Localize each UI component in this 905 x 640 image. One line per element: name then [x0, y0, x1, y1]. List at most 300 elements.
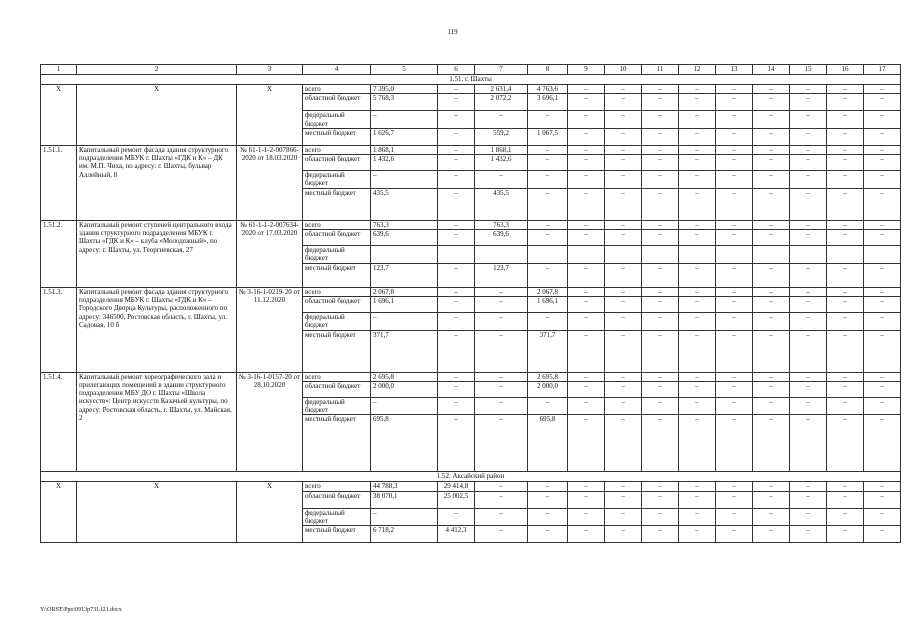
column-header-1: 1 [41, 65, 77, 75]
funding-source: местный бюджет [303, 188, 371, 220]
value-col-10: – [605, 220, 642, 229]
value-col-14: – [753, 312, 790, 330]
value-col-7: 2 072,2 [475, 94, 528, 111]
value-col-12: – [679, 381, 716, 397]
value-col-7: 123,7 [475, 263, 528, 287]
value-col-6: – [438, 263, 475, 287]
value-col-7: 1 868,1 [475, 145, 528, 154]
value-col-17: – [864, 171, 901, 189]
value-col-13: – [716, 128, 753, 145]
value-col-14: – [753, 330, 790, 372]
value-col-6: – [438, 85, 475, 94]
value-col-17: – [864, 263, 901, 287]
value-col-11: – [642, 145, 679, 154]
value-col-10: – [605, 171, 642, 189]
value-col-10: – [605, 111, 642, 129]
value-col-17: – [864, 330, 901, 372]
column-header-16: 16 [827, 65, 864, 75]
value-col-11: – [642, 94, 679, 111]
value-col-5: – [371, 397, 438, 415]
value-col-7: 435,5 [475, 188, 528, 220]
table-body [41, 65, 901, 543]
value-col-12: – [679, 111, 716, 129]
value-col-6: – [438, 330, 475, 372]
value-col-8: – [528, 312, 568, 330]
funding-source: областной бюджет [303, 230, 371, 246]
value-col-17: – [864, 111, 901, 129]
value-col-9: – [568, 263, 605, 287]
value-col-14: – [753, 230, 790, 246]
value-col-16 [827, 246, 864, 264]
value-col-13: – [716, 397, 753, 415]
value-col-9: – [568, 482, 605, 491]
table-row [41, 220, 901, 229]
value-col-8: – [528, 188, 568, 220]
value-col-8: 371,7 [528, 330, 568, 372]
value-col-12: – [679, 372, 716, 381]
value-col-6: – [438, 381, 475, 397]
value-col-9: – [568, 155, 605, 171]
value-col-12: – [679, 491, 716, 508]
value-col-16: – [827, 128, 864, 145]
value-col-8: – [528, 491, 568, 508]
value-col-15: – [790, 508, 827, 526]
value-col-6: – [438, 296, 475, 312]
value-col-8: 4 763,6 [528, 85, 568, 94]
funding-source: всего [303, 482, 371, 491]
value-col-15: – [790, 145, 827, 154]
value-col-5: 1 696,1 [371, 296, 438, 312]
value-col-15: – [790, 312, 827, 330]
value-col-14: – [753, 526, 790, 543]
value-col-10: – [605, 397, 642, 415]
footer-path: Y:\ORST\Ppo\0913p731.f21.docx [40, 607, 122, 613]
value-col-16: – [827, 482, 864, 491]
value-col-14: – [753, 372, 790, 381]
value-col-8: – [528, 482, 568, 491]
value-col-16: – [827, 230, 864, 246]
value-col-15: – [790, 111, 827, 129]
value-col-12: – [679, 230, 716, 246]
value-col-9: – [568, 372, 605, 381]
value-col-16: – [827, 526, 864, 543]
value-col-13: – [716, 372, 753, 381]
value-col-6: 29 414,8 [438, 482, 475, 491]
value-col-15: – [790, 287, 827, 296]
column-header-7: 7 [475, 65, 528, 75]
value-col-14: – [753, 381, 790, 397]
section-title: 1.52. Аксайский район [41, 472, 901, 482]
column-header-11: 11 [642, 65, 679, 75]
value-col-6: – [438, 220, 475, 229]
value-col-10: – [605, 312, 642, 330]
column-header-13: 13 [716, 65, 753, 75]
value-col-17 [864, 246, 901, 264]
value-col-11: – [642, 230, 679, 246]
value-col-16: – [827, 415, 864, 472]
value-col-6: – [438, 145, 475, 154]
column-header-12: 12 [679, 65, 716, 75]
funding-source: федеральный бюджет [303, 246, 371, 264]
value-col-11: – [642, 171, 679, 189]
value-col-16: – [827, 397, 864, 415]
value-col-7: – [475, 296, 528, 312]
value-col-5: 2 695,8 [371, 372, 438, 381]
value-col-11: – [642, 263, 679, 287]
value-col-9: – [568, 287, 605, 296]
value-col-8: 1 067,5 [528, 128, 568, 145]
value-col-12: – [679, 128, 716, 145]
value-col-7: – [475, 372, 528, 381]
value-col-13: – [716, 171, 753, 189]
value-col-14: – [753, 296, 790, 312]
value-col-9: – [568, 526, 605, 543]
value-col-17: – [864, 526, 901, 543]
value-col-9: – [568, 508, 605, 526]
value-col-10: – [605, 230, 642, 246]
value-col-10: – [605, 263, 642, 287]
value-col-16: – [827, 85, 864, 94]
value-col-11: – [642, 482, 679, 491]
value-col-6: – [438, 508, 475, 526]
column-header-6: 6 [438, 65, 475, 75]
funding-source: федеральный бюджет [303, 111, 371, 129]
value-col-16: – [827, 491, 864, 508]
value-col-9: – [568, 94, 605, 111]
value-col-17: – [864, 491, 901, 508]
column-header-14: 14 [753, 65, 790, 75]
value-col-9: – [568, 415, 605, 472]
object-name: Х [77, 482, 237, 543]
value-col-7: – [475, 526, 528, 543]
value-col-8: 695,8 [528, 415, 568, 472]
value-col-5 [371, 246, 438, 264]
document-number: Х [237, 85, 303, 146]
value-col-16: – [827, 188, 864, 220]
object-name: Капитальный ремонт ступеней центрального входа здания структурного подразделения МБУК г. Шахты «ГДК и К» – клуба «Молодежный», по адресу: г. Шахты, ул. Георгиевская, 27 [77, 220, 237, 287]
value-col-8: – [528, 397, 568, 415]
value-col-11: – [642, 287, 679, 296]
column-header-17: 17 [864, 65, 901, 75]
value-col-16: – [827, 94, 864, 111]
funding-source: всего [303, 145, 371, 154]
value-col-5: 639,6 [371, 230, 438, 246]
value-col-5: 44 788,3 [371, 482, 438, 491]
value-col-11: – [642, 381, 679, 397]
value-col-11: – [642, 220, 679, 229]
value-col-12: – [679, 415, 716, 472]
value-col-13: – [716, 155, 753, 171]
funding-source: областной бюджет [303, 155, 371, 171]
value-col-13: – [716, 482, 753, 491]
value-col-14: – [753, 111, 790, 129]
value-col-9: – [568, 397, 605, 415]
row-number: Х [41, 85, 77, 146]
document-number: № 3-16-1-0219-20 от 11.12.2020 [237, 287, 303, 372]
value-col-7: – [475, 491, 528, 508]
value-col-12: – [679, 188, 716, 220]
object-name: Капитальный ремонт фасада здания структурного подразделения МБУК г. Шахты «ГДК и К» – Городского Дворца Культуры, расположенного по адресу: 346500, Ростовская область, г. Шахты, ул. Садовая, 10 б [77, 287, 237, 372]
value-col-8: 3 696,1 [528, 94, 568, 111]
value-col-15: – [790, 128, 827, 145]
value-col-6 [438, 246, 475, 264]
object-name: Капитальный ремонт хореографического зала и прилегающих помещений в здании структурного подразделения МБУ ДО г. Шахты «Школа искусств»: Центр искусств Казачьей культуры, по адресу: Ростовская область, г. Шахты, ул. Майская, 2 [77, 372, 237, 472]
value-col-15: – [790, 85, 827, 94]
value-col-14: – [753, 188, 790, 220]
value-col-11: – [642, 508, 679, 526]
funding-source: местный бюджет [303, 415, 371, 472]
value-col-14: – [753, 482, 790, 491]
value-col-10: – [605, 372, 642, 381]
value-col-11: – [642, 155, 679, 171]
value-col-8: – [528, 155, 568, 171]
value-col-17: – [864, 381, 901, 397]
column-header-5: 5 [371, 65, 438, 75]
value-col-13: – [716, 188, 753, 220]
document-number: Х [237, 482, 303, 543]
value-col-8: – [528, 145, 568, 154]
column-header-8: 8 [528, 65, 568, 75]
value-col-12: – [679, 330, 716, 372]
value-col-11: – [642, 491, 679, 508]
value-col-5: 1 868,1 [371, 145, 438, 154]
value-col-7: – [475, 171, 528, 189]
value-col-16: – [827, 330, 864, 372]
value-col-14: – [753, 85, 790, 94]
value-col-11: – [642, 188, 679, 220]
value-col-8: 2 067,8 [528, 287, 568, 296]
value-col-14: – [753, 220, 790, 229]
value-col-15: – [790, 482, 827, 491]
value-col-7: – [475, 111, 528, 129]
column-header-9: 9 [568, 65, 605, 75]
value-col-5: – [371, 312, 438, 330]
value-col-10: – [605, 526, 642, 543]
funding-source: областной бюджет [303, 381, 371, 397]
section-header-row [41, 75, 901, 85]
value-col-14: – [753, 263, 790, 287]
value-col-6: – [438, 372, 475, 381]
funding-source: местный бюджет [303, 128, 371, 145]
value-col-8: – [528, 220, 568, 229]
value-col-11: – [642, 526, 679, 543]
value-col-12: – [679, 94, 716, 111]
value-col-15: – [790, 296, 827, 312]
column-header-10: 10 [605, 65, 642, 75]
value-col-16: – [827, 296, 864, 312]
value-col-9: – [568, 491, 605, 508]
funding-source: местный бюджет [303, 330, 371, 372]
value-col-10: – [605, 482, 642, 491]
value-col-12 [679, 246, 716, 264]
value-col-8: – [528, 526, 568, 543]
row-number: 1.51.1. [41, 145, 77, 220]
value-col-15: – [790, 526, 827, 543]
value-col-10: – [605, 188, 642, 220]
value-col-9: – [568, 171, 605, 189]
value-col-17: – [864, 397, 901, 415]
value-col-7: – [475, 312, 528, 330]
funding-source: федеральный бюджет [303, 397, 371, 415]
funding-source: федеральный бюджет [303, 508, 371, 526]
value-col-16: – [827, 155, 864, 171]
value-col-12: – [679, 312, 716, 330]
budget-table [40, 64, 901, 543]
value-col-11: – [642, 85, 679, 94]
value-col-11: – [642, 296, 679, 312]
funding-source: местный бюджет [303, 526, 371, 543]
value-col-17: – [864, 128, 901, 145]
value-col-17: – [864, 482, 901, 491]
row-number: Х [41, 482, 77, 543]
value-col-17: – [864, 372, 901, 381]
value-col-12: – [679, 526, 716, 543]
value-col-15 [790, 246, 827, 264]
value-col-17: – [864, 230, 901, 246]
value-col-17: – [864, 188, 901, 220]
value-col-5: 695,8 [371, 415, 438, 472]
value-col-15: – [790, 230, 827, 246]
value-col-11: – [642, 312, 679, 330]
value-col-7: 1 432,6 [475, 155, 528, 171]
funding-source: федеральный бюджет [303, 312, 371, 330]
value-col-7: 559,2 [475, 128, 528, 145]
value-col-6: – [438, 287, 475, 296]
value-col-16: – [827, 381, 864, 397]
value-col-11 [642, 246, 679, 264]
value-col-14: – [753, 491, 790, 508]
value-col-13: – [716, 415, 753, 472]
value-col-12: – [679, 508, 716, 526]
value-col-5: – [371, 508, 438, 526]
value-col-9: – [568, 230, 605, 246]
value-col-9 [568, 246, 605, 264]
value-col-7: – [475, 508, 528, 526]
value-col-12: – [679, 482, 716, 491]
value-col-5: – [371, 111, 438, 129]
value-col-15: – [790, 94, 827, 111]
value-col-14: – [753, 145, 790, 154]
value-col-12: – [679, 397, 716, 415]
value-col-12: – [679, 263, 716, 287]
value-col-13: – [716, 381, 753, 397]
value-col-17: – [864, 220, 901, 229]
value-col-8: 1 696,1 [528, 296, 568, 312]
value-col-6: – [438, 415, 475, 472]
section-title: 1.51. г. Шахты [41, 75, 901, 85]
row-number: 1.51.4. [41, 372, 77, 472]
value-col-17: – [864, 85, 901, 94]
funding-source: всего [303, 85, 371, 94]
value-col-9: – [568, 312, 605, 330]
value-col-12: – [679, 220, 716, 229]
value-col-14 [753, 246, 790, 264]
page-number: 119 [447, 28, 458, 36]
value-col-15: – [790, 263, 827, 287]
document-number: № 3-16-1-0157-20 от 28.10.2020 [237, 372, 303, 472]
object-name: Х [77, 85, 237, 146]
value-col-6: 25 002,5 [438, 491, 475, 508]
value-col-8: – [528, 230, 568, 246]
value-col-11: – [642, 330, 679, 372]
value-col-13: – [716, 287, 753, 296]
value-col-5: 7 395,0 [371, 85, 438, 94]
value-col-10: – [605, 155, 642, 171]
value-col-13: – [716, 312, 753, 330]
column-header-15: 15 [790, 65, 827, 75]
value-col-17: – [864, 296, 901, 312]
funding-source: федеральный бюджет [303, 171, 371, 189]
value-col-6: – [438, 171, 475, 189]
value-col-5: 371,7 [371, 330, 438, 372]
value-col-11: – [642, 415, 679, 472]
value-col-15: – [790, 155, 827, 171]
value-col-5: 1 626,7 [371, 128, 438, 145]
value-col-8: – [528, 111, 568, 129]
value-col-11: – [642, 397, 679, 415]
funding-source: областной бюджет [303, 491, 371, 508]
value-col-5: 763,3 [371, 220, 438, 229]
value-col-16: – [827, 145, 864, 154]
value-col-17: – [864, 312, 901, 330]
value-col-15: – [790, 381, 827, 397]
value-col-10: – [605, 287, 642, 296]
value-col-17: – [864, 155, 901, 171]
value-col-6: – [438, 111, 475, 129]
value-col-17: – [864, 145, 901, 154]
document-number: № 61-1-1-2-007866-2020 от 18.03.2020 [237, 145, 303, 220]
document-number: № 61-1-1-2-007634-2020 от 17.03.2020 [237, 220, 303, 287]
value-col-9: – [568, 145, 605, 154]
value-col-8: 2 000,0 [528, 381, 568, 397]
value-col-8: – [528, 263, 568, 287]
value-col-12: – [679, 171, 716, 189]
value-col-13: – [716, 94, 753, 111]
value-col-11: – [642, 111, 679, 129]
table-row [41, 287, 901, 296]
table-row [41, 145, 901, 154]
value-col-5: 1 432,6 [371, 155, 438, 171]
value-col-14: – [753, 397, 790, 415]
value-col-16: – [827, 220, 864, 229]
value-col-15: – [790, 491, 827, 508]
value-col-7 [475, 246, 528, 264]
value-col-14: – [753, 287, 790, 296]
value-col-7: 763,3 [475, 220, 528, 229]
value-col-13: – [716, 111, 753, 129]
row-number: 1.51.2. [41, 220, 77, 287]
value-col-10: – [605, 145, 642, 154]
value-col-13: – [716, 145, 753, 154]
value-col-8: – [528, 171, 568, 189]
value-col-14: – [753, 415, 790, 472]
value-col-7: 2 631,4 [475, 85, 528, 94]
column-header-2: 2 [77, 65, 237, 75]
value-col-5: 2 000,0 [371, 381, 438, 397]
value-col-10: – [605, 381, 642, 397]
value-col-10: – [605, 415, 642, 472]
value-col-7: – [475, 397, 528, 415]
value-col-13: – [716, 263, 753, 287]
funding-source: всего [303, 287, 371, 296]
value-col-9: – [568, 128, 605, 145]
section-header-row [41, 472, 901, 482]
value-col-7: 639,6 [475, 230, 528, 246]
value-col-15: – [790, 415, 827, 472]
value-col-16: – [827, 263, 864, 287]
value-col-8: – [528, 508, 568, 526]
value-col-15: – [790, 330, 827, 372]
